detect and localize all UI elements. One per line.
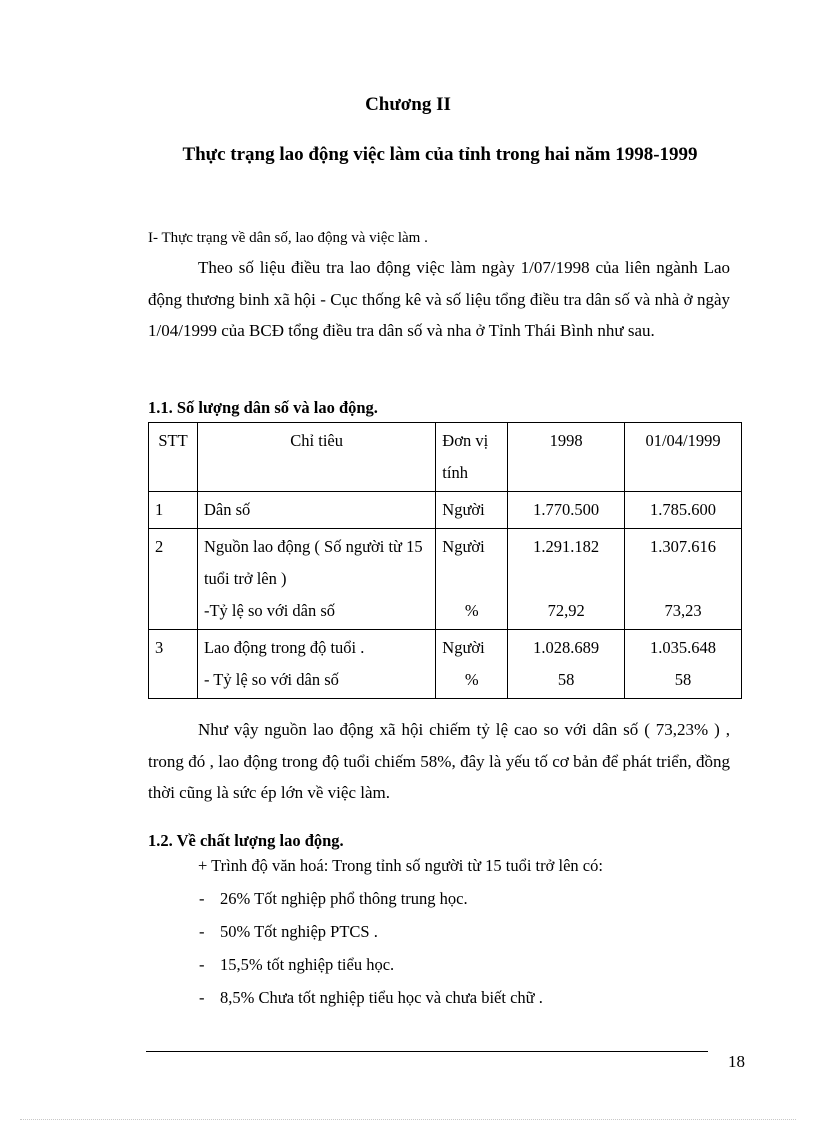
header-1998: 1998 — [508, 423, 625, 492]
cell-unit — [436, 529, 508, 630]
header-indicator: Chỉ tiêu — [197, 423, 435, 492]
cell-1999: 1.785.600 — [625, 492, 742, 529]
indicator-sub: - Tỷ lệ so với dân số — [203, 670, 339, 689]
education-intro: + Trình độ văn hoá: Trong tỉnh số người từ 15 tuổi trở lên có: — [198, 856, 603, 875]
cell-stt: 3 — [149, 630, 198, 699]
cell-1998 — [508, 529, 625, 630]
list-item-text: 15,5% tốt nghiệp tiểu học. — [220, 955, 395, 974]
list-item-text: 8,5% Chưa tốt nghiệp tiểu học và chưa biết chữ . — [220, 988, 543, 1007]
table-header-row — [149, 423, 742, 492]
cell-indicator — [197, 529, 435, 630]
value-sub: 72,92 — [547, 601, 585, 620]
indicator-sub: -Tỷ lệ so với dân số — [203, 601, 336, 620]
page-number: 18 — [728, 1052, 745, 1071]
unit-main: Người — [442, 638, 485, 657]
education-list — [148, 853, 730, 1018]
value-sub: 58 — [557, 670, 575, 689]
intro-paragraph: Theo số liệu điều tra lao động việc làm ngày 1/07/1998 của liên ngành Lao động thương binh xã hội - Cục thống kê và số liệu tổng điều tra dân số và nhà ở ngày 1/04/1999 của BCĐ tổng điều tra dân số và nha ở Tỉnh Thái Bình như sau. — [148, 258, 730, 340]
chapter-heading: Chương II — [365, 94, 451, 115]
subsection-heading-1-2: 1.2. Về chất lượng lao động. — [148, 831, 344, 850]
cell-unit: Người — [436, 492, 508, 529]
cell-1999 — [625, 630, 742, 699]
list-item-text: 26% Tốt nghiệp phổ thông trung học. — [220, 889, 468, 908]
section-heading: I- Thực trạng về dân số, lao động và việc làm . — [148, 230, 428, 246]
value-main: 1.307.616 — [650, 537, 717, 556]
cell-1998: 1.770.500 — [508, 492, 625, 529]
page-edge-divider — [20, 1119, 796, 1120]
list-item — [148, 985, 730, 1018]
bullet-dash: - — [199, 889, 205, 908]
value-sub: 73,23 — [664, 601, 702, 620]
list-item-text: 50% Tốt nghiệp PTCS . — [220, 922, 378, 941]
value-main: 1.291.182 — [533, 537, 600, 556]
value-main: 1.035.648 — [650, 638, 717, 657]
population-labor-table — [148, 422, 742, 699]
bullet-dash: - — [199, 955, 205, 974]
cell-indicator — [197, 630, 435, 699]
value-sub: 58 — [674, 670, 692, 689]
table-row — [149, 630, 742, 699]
bullet-dash: - — [199, 988, 205, 1007]
cell-1998 — [508, 630, 625, 699]
header-stt: STT — [149, 423, 198, 492]
subsection-heading-1-1: 1.1. Số lượng dân số và lao động. — [148, 398, 378, 417]
table-row — [149, 529, 742, 630]
bullet-dash: - — [199, 922, 205, 941]
cell-stt: 1 — [149, 492, 198, 529]
summary-paragraph: Như vậy nguồn lao động xã hội chiếm tỷ lệ cao so với dân số ( 73,23% ) , trong đó , lao động trong độ tuổi chiếm 58%, đây là yếu tố cơ bản để phát triển, đồng thời cũng là sức ép lớn về việc làm. — [148, 720, 730, 802]
cell-unit — [436, 630, 508, 699]
list-item — [148, 952, 730, 985]
cell-indicator: Dân số — [197, 492, 435, 529]
cell-1999 — [625, 529, 742, 630]
unit-main: Người — [442, 537, 485, 556]
indicator-main: Lao động trong độ tuổi . — [203, 638, 365, 657]
unit-sub: % — [464, 601, 479, 620]
cell-stt: 2 — [149, 529, 198, 630]
unit-sub: % — [464, 670, 479, 689]
list-item — [148, 919, 730, 952]
list-item — [148, 886, 730, 919]
footer-divider — [146, 1051, 708, 1052]
header-1999: 01/04/1999 — [625, 423, 742, 492]
table-row — [149, 492, 742, 529]
indicator-main: Nguồn lao động ( Số người từ 15 tuổi trở lên ) — [203, 537, 423, 588]
chapter-title: Thực trạng lao động việc làm của tỉnh trong hai năm 1998-1999 — [182, 144, 698, 165]
value-main: 1.028.689 — [533, 638, 600, 657]
header-unit: Đơn vị tính — [436, 423, 508, 492]
